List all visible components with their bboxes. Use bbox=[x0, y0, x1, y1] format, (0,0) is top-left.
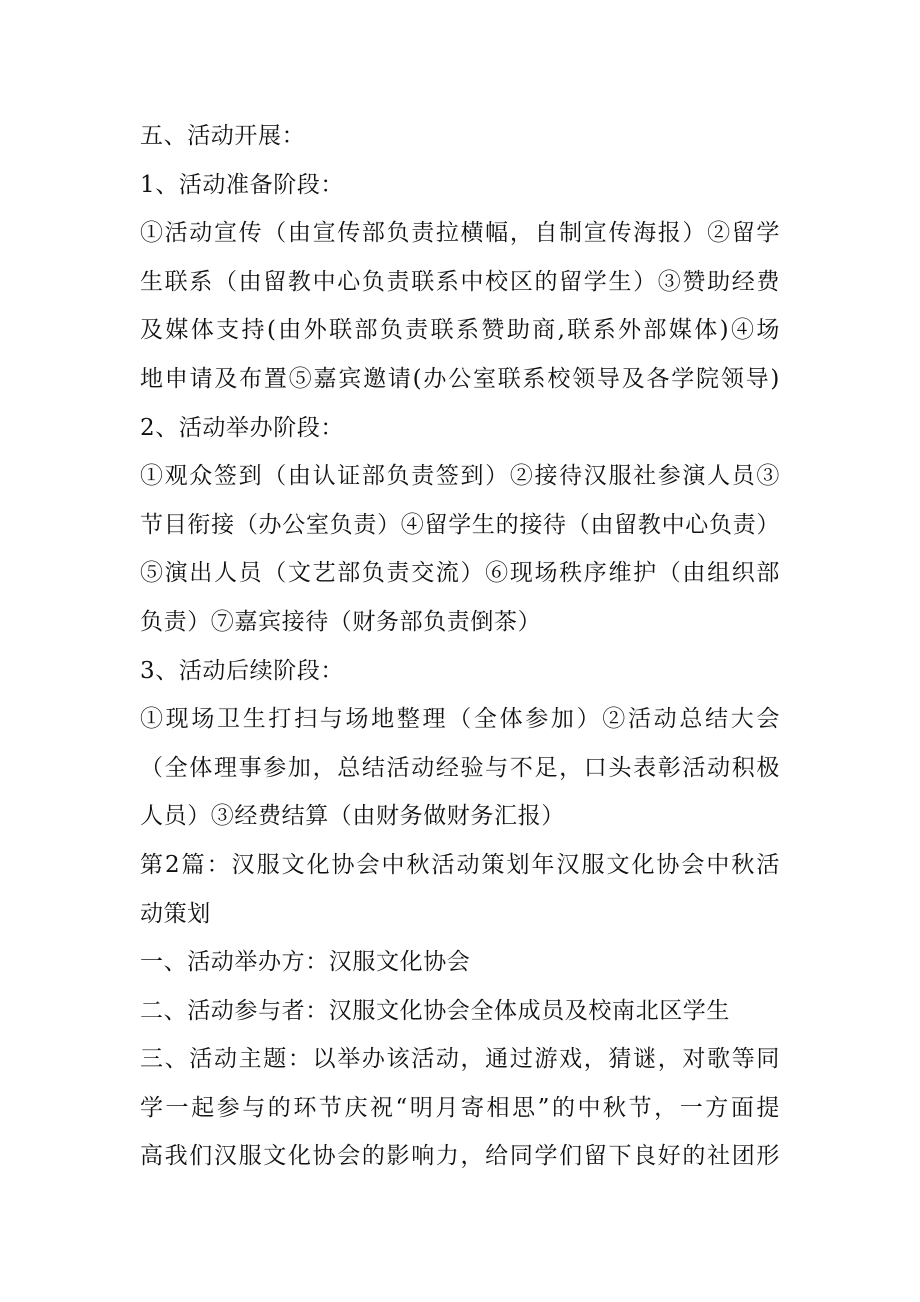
article-title: 动策划 bbox=[140, 900, 211, 927]
paragraph-line: 生联系（由留教中心负责联系中校区的留学生）③赞助经费 bbox=[140, 268, 780, 295]
paragraph-line: ①活动宣传（由宣传部负责拉横幅，自制宣传海报）②留学 bbox=[140, 220, 780, 247]
paragraph-line: （全体理事参加，总结活动经验与不足，口头表彰活动积极 bbox=[140, 754, 780, 781]
paragraph-line: ①现场卫生打扫与场地整理（全体参加）②活动总结大会 bbox=[140, 706, 780, 733]
paragraph-line: 地申请及布置⑤嘉宾邀请(办公室联系校领导及各学院领导) bbox=[140, 365, 780, 392]
article-title: 第2篇：汉服文化协会中秋活动策划年汉服文化协会中秋活 bbox=[140, 851, 780, 878]
paragraph-line: 一、活动举办方：汉服文化协会 bbox=[140, 949, 471, 976]
subsection-heading: 2、活动举办阶段： bbox=[140, 414, 345, 441]
subsection-heading: 3、活动后续阶段： bbox=[140, 657, 345, 684]
paragraph-line: 负责）⑦嘉宾接待（财务部负责倒茶） bbox=[140, 608, 542, 635]
paragraph-line: 及媒体支持(由外联部负责联系赞助商,联系外部媒体)④场 bbox=[140, 317, 780, 344]
paragraph-line: 学一起参与的环节庆祝“明月寄相思”的中秋节，一方面提 bbox=[140, 1094, 780, 1121]
section-heading: 五、活动开展： bbox=[140, 123, 306, 149]
subsection-heading: 1、活动准备阶段： bbox=[140, 171, 345, 198]
paragraph-line: 人员）③经费结算（由财务做财务汇报） bbox=[140, 803, 565, 830]
paragraph-line: 节目衔接（办公室负责）④留学生的接待（由留教中心负责） bbox=[140, 511, 780, 538]
paragraph-line: ①观众签到（由认证部负责签到）②接待汉服社参演人员③ bbox=[140, 463, 780, 490]
paragraph-line: ⑤演出人员（文艺部负责交流）⑥现场秩序维护（由组织部 bbox=[140, 560, 780, 587]
document-body bbox=[140, 112, 780, 1181]
paragraph-line: 高我们汉服文化协会的影响力，给同学们留下良好的社团形 bbox=[140, 1143, 780, 1170]
paragraph-line: 三、活动主题：以举办该活动，通过游戏，猜谜，对歌等同 bbox=[140, 1046, 780, 1073]
paragraph-line: 二、活动参与者：汉服文化协会全体成员及校南北区学生 bbox=[140, 997, 730, 1024]
